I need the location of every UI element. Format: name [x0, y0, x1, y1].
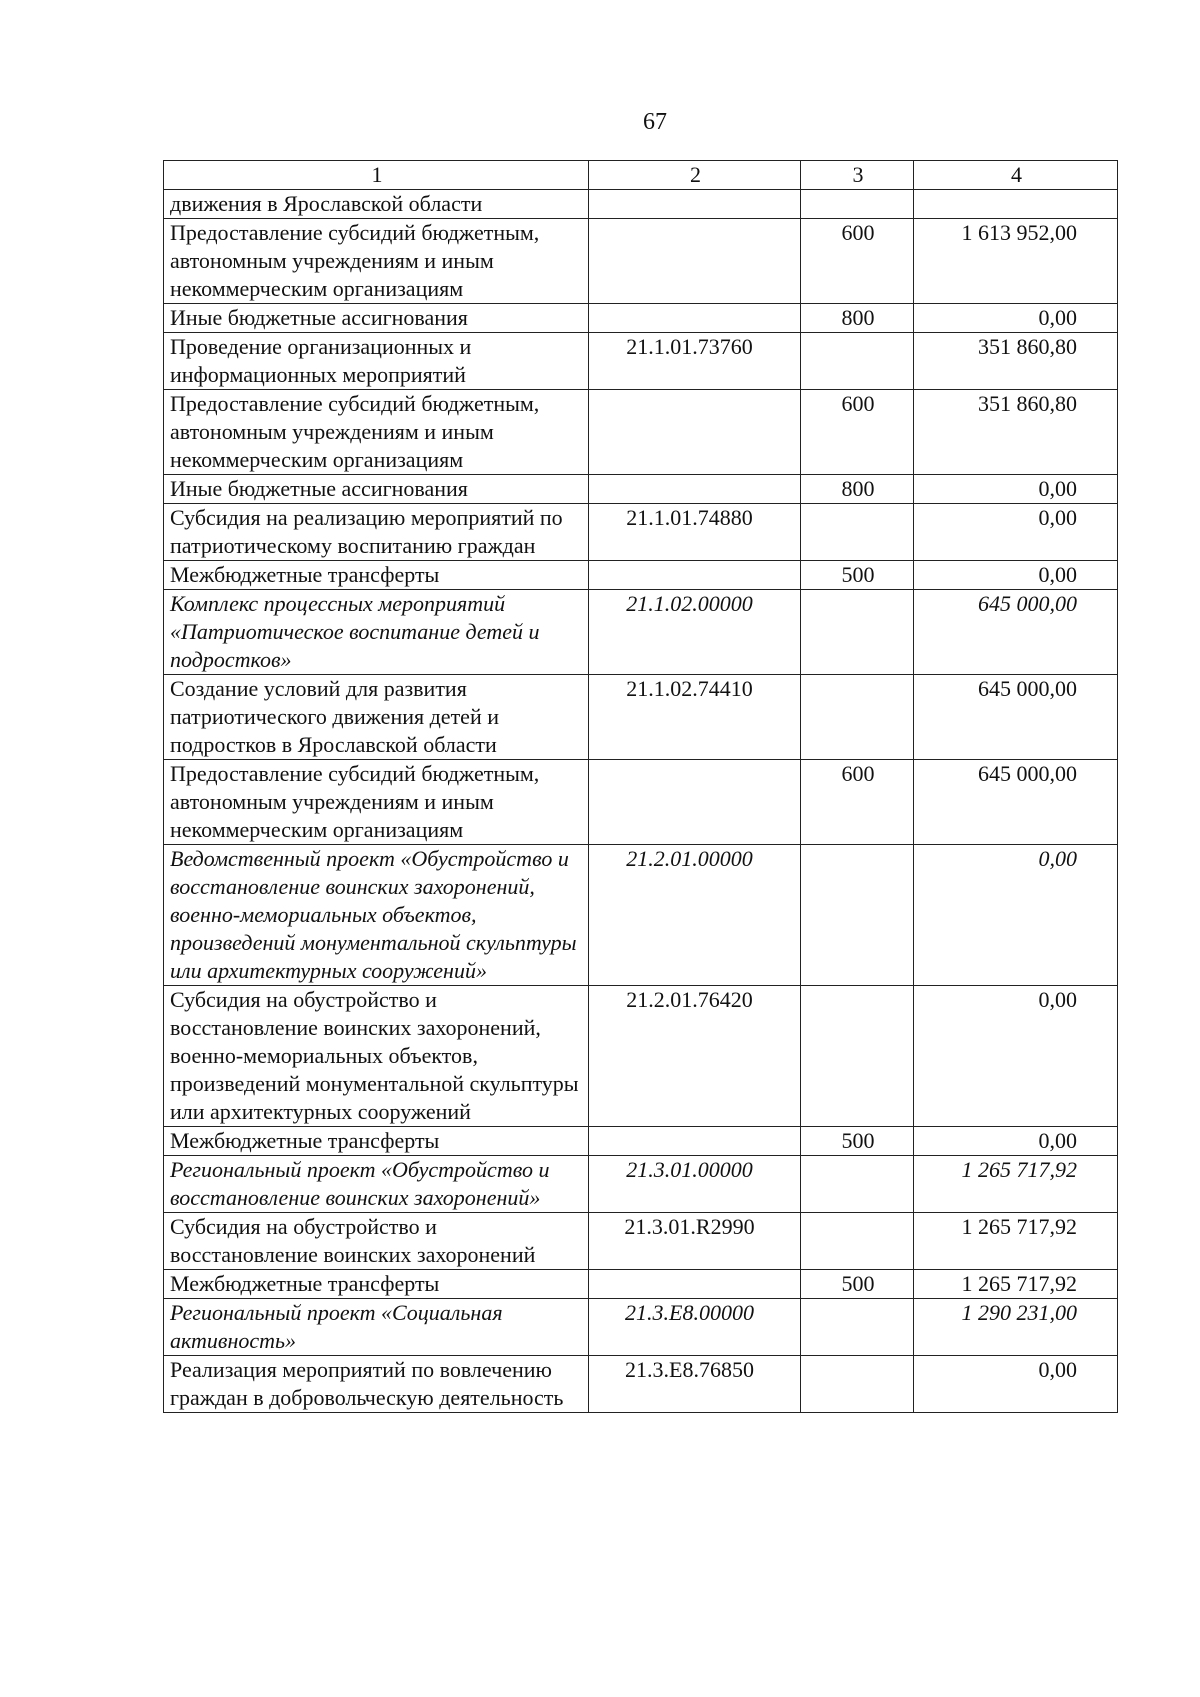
column-header-1: 1	[164, 161, 589, 190]
table-row	[164, 390, 1118, 475]
table-row	[164, 504, 1118, 561]
table-row	[164, 675, 1118, 760]
table-row	[164, 333, 1118, 390]
name-cell: Иные бюджетные ассигнования	[164, 304, 589, 333]
code-cell	[589, 1127, 801, 1156]
expense-type-cell	[801, 1213, 914, 1270]
sum-cell: 351 860,80	[914, 390, 1118, 475]
sum-cell: 0,00	[914, 475, 1118, 504]
sum-cell: 0,00	[914, 504, 1118, 561]
column-header-3: 3	[801, 161, 914, 190]
expense-type-cell	[801, 1156, 914, 1213]
sum-cell	[914, 190, 1118, 219]
sum-cell: 1 613 952,00	[914, 219, 1118, 304]
column-header-4: 4	[914, 161, 1118, 190]
name-cell: Межбюджетные трансферты	[164, 1270, 589, 1299]
expense-type-cell	[801, 986, 914, 1127]
table-row	[164, 1127, 1118, 1156]
column-header-2: 2	[589, 161, 801, 190]
expense-type-cell: 500	[801, 561, 914, 590]
code-cell	[589, 304, 801, 333]
name-cell: Региональный проект «Социальная активность»	[164, 1299, 589, 1356]
code-cell: 21.2.01.00000	[589, 845, 801, 986]
code-cell: 21.3.E8.76850	[589, 1356, 801, 1413]
table-row	[164, 1299, 1118, 1356]
page-number: 67	[643, 109, 667, 135]
name-cell: Предоставление субсидий бюджетным, автономным учреждениям и иным некоммерческим организациям	[164, 390, 589, 475]
expense-type-cell	[801, 504, 914, 561]
code-cell	[589, 760, 801, 845]
code-cell: 21.2.01.76420	[589, 986, 801, 1127]
table-row	[164, 219, 1118, 304]
table-row	[164, 1356, 1118, 1413]
sum-cell: 0,00	[914, 986, 1118, 1127]
sum-cell: 645 000,00	[914, 590, 1118, 675]
code-cell: 21.1.01.73760	[589, 333, 801, 390]
expense-type-cell: 600	[801, 390, 914, 475]
table-row	[164, 475, 1118, 504]
sum-cell: 1 265 717,92	[914, 1213, 1118, 1270]
budget-table	[163, 160, 1118, 1413]
name-cell: Проведение организационных и информационных мероприятий	[164, 333, 589, 390]
expense-type-cell: 600	[801, 760, 914, 845]
table-row	[164, 190, 1118, 219]
sum-cell: 1 290 231,00	[914, 1299, 1118, 1356]
name-cell: Субсидия на реализацию мероприятий по патриотическому воспитанию граждан	[164, 504, 589, 561]
name-cell: Предоставление субсидий бюджетным, автономным учреждениям и иным некоммерческим организациям	[164, 760, 589, 845]
name-cell: Субсидия на обустройство и восстановление воинских захоронений, военно-мемориальных объектов, произведений монументальной скульптуры или архитектурных сооружений	[164, 986, 589, 1127]
table-row	[164, 1213, 1118, 1270]
sum-cell: 645 000,00	[914, 675, 1118, 760]
sum-cell: 0,00	[914, 304, 1118, 333]
expense-type-cell: 500	[801, 1127, 914, 1156]
table-row	[164, 304, 1118, 333]
code-cell	[589, 475, 801, 504]
expense-type-cell	[801, 845, 914, 986]
name-cell: Межбюджетные трансферты	[164, 1127, 589, 1156]
expense-type-cell: 800	[801, 475, 914, 504]
name-cell: Реализация мероприятий по вовлечению граждан в добровольческую деятельность	[164, 1356, 589, 1413]
sum-cell: 0,00	[914, 1356, 1118, 1413]
sum-cell: 1 265 717,92	[914, 1270, 1118, 1299]
name-cell: движения в Ярославской области	[164, 190, 589, 219]
expense-type-cell	[801, 1356, 914, 1413]
table-row	[164, 561, 1118, 590]
code-cell	[589, 561, 801, 590]
code-cell: 21.3.01.R2990	[589, 1213, 801, 1270]
name-cell: Создание условий для развития патриотического движения детей и подростков в Ярославской области	[164, 675, 589, 760]
table-row	[164, 760, 1118, 845]
table-row	[164, 1156, 1118, 1213]
name-cell: Региональный проект «Обустройство и восстановление воинских захоронений»	[164, 1156, 589, 1213]
sum-cell: 0,00	[914, 845, 1118, 986]
code-cell: 21.1.02.74410	[589, 675, 801, 760]
table-row	[164, 590, 1118, 675]
table-header-row	[164, 161, 1118, 190]
code-cell	[589, 390, 801, 475]
sum-cell: 0,00	[914, 1127, 1118, 1156]
expense-type-cell: 800	[801, 304, 914, 333]
code-cell	[589, 219, 801, 304]
expense-type-cell: 600	[801, 219, 914, 304]
expense-type-cell	[801, 333, 914, 390]
sum-cell: 0,00	[914, 561, 1118, 590]
expense-type-cell	[801, 190, 914, 219]
sum-cell: 1 265 717,92	[914, 1156, 1118, 1213]
sum-cell: 351 860,80	[914, 333, 1118, 390]
expense-type-cell	[801, 675, 914, 760]
name-cell: Межбюджетные трансферты	[164, 561, 589, 590]
expense-type-cell: 500	[801, 1270, 914, 1299]
sum-cell: 645 000,00	[914, 760, 1118, 845]
code-cell	[589, 1270, 801, 1299]
code-cell	[589, 190, 801, 219]
code-cell: 21.1.01.74880	[589, 504, 801, 561]
table-row	[164, 845, 1118, 986]
name-cell: Иные бюджетные ассигнования	[164, 475, 589, 504]
name-cell: Ведомственный проект «Обустройство и восстановление воинских захоронений, военно-мемориальных объектов, произведений монументальной скульптуры или архитектурных сооружений»	[164, 845, 589, 986]
table-row	[164, 986, 1118, 1127]
expense-type-cell	[801, 1299, 914, 1356]
code-cell: 21.3.01.00000	[589, 1156, 801, 1213]
name-cell: Субсидия на обустройство и восстановление воинских захоронений	[164, 1213, 589, 1270]
code-cell: 21.3.E8.00000	[589, 1299, 801, 1356]
code-cell: 21.1.02.00000	[589, 590, 801, 675]
table-row	[164, 1270, 1118, 1299]
name-cell: Комплекс процессных мероприятий «Патриотическое воспитание детей и подростков»	[164, 590, 589, 675]
name-cell: Предоставление субсидий бюджетным, автономным учреждениям и иным некоммерческим организациям	[164, 219, 589, 304]
expense-type-cell	[801, 590, 914, 675]
